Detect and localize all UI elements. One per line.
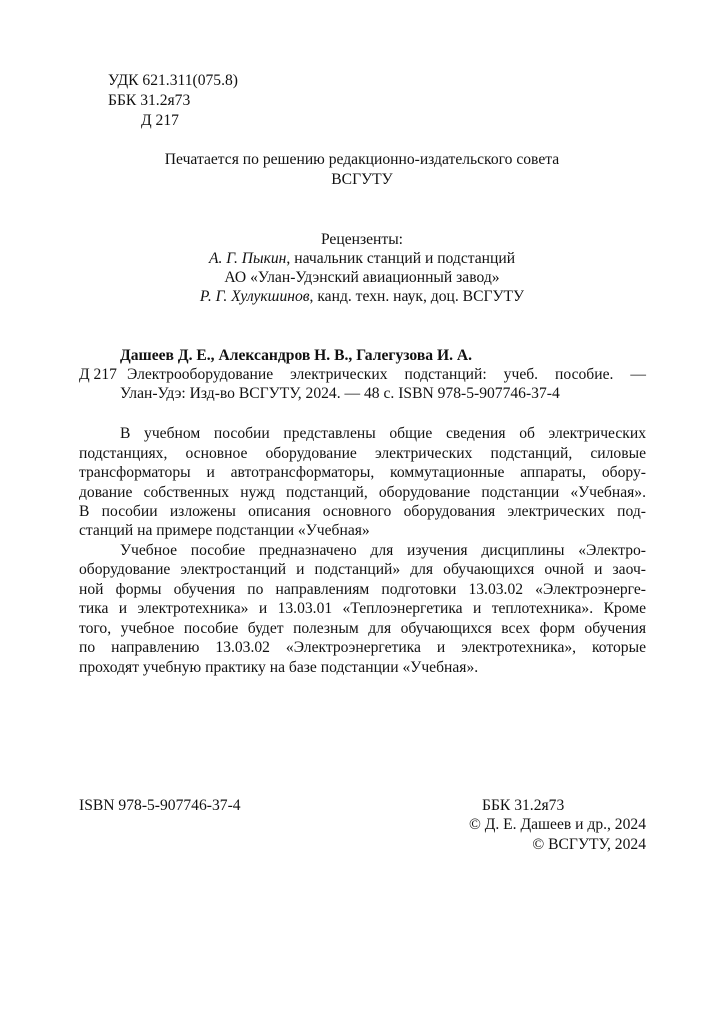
isbn: ISBN 978-5-907746-37-4 [79,797,241,814]
abstract-p2-line: ной формы обучения по направлениям подготовки 13.03.02 «Электроэнерге- [79,581,646,598]
abstract-p2-line: проходят учебную практику на базе подстанции «Учебная». [79,659,479,676]
copyright-authors: © Д. Е. Дашеев и др., 2024 [468,816,646,833]
reviewer-2 [0,287,724,307]
abstract-p1-line: дование собственных нужд подстанций, оборудование подстанции «Учебная». [79,484,646,501]
abstract-p2-line: того, учебное пособие будет полезным для обучающихся всех форм обучения [79,620,646,637]
reviewers-heading: Рецензенты: [320,231,404,248]
abstract-p1-line: станций на примере подстанции «Учебная» [79,522,370,539]
approval-line-1: Печатается по решению редакционно-издательского совета [164,151,560,168]
udk-code: УДК 621.311(075.8) [108,72,238,89]
abstract-p2-line: тика и электротехника» и 13.03.01 «Теплоэнергетика и теплотехника». Кроме [79,600,646,617]
reviewer-1-role: , начальник станций и подстанций [286,250,516,267]
reviewer-2-name: Р. Г. Хулукшинов [199,288,310,305]
approval-line-2: ВСГУТУ [331,171,393,188]
abstract-p2-line: Учебное пособие предназначено для изучения дисциплины «Электро- [120,542,646,559]
copyright-org: © ВСГУТУ, 2024 [532,836,646,853]
footer-bbk: ББК 31.2я73 [482,797,565,814]
abstract-p1-line: подстанциях, основное оборудование электрических подстанций, силовые [79,445,646,462]
abstract-p1-line: трансформаторы и автотрансформаторы, коммутационные аппараты, обору- [79,464,646,481]
bbk-code: ББК 31.2я73 [108,92,191,109]
bib-title-line-1: Электрооборудование электрических подстанций: учеб. пособие. — [127,366,646,383]
abstract-p2-line: по направлению 13.03.02 «Электроэнергетика и электротехника», которые [79,639,646,656]
bib-code: Д 217 [79,366,117,383]
reviewer-1-org: АО «Улан-Удэнский авиационный завод» [224,269,500,286]
abstract-p2-line: оборудование электростанций и подстанций» для обучающихся очной и заоч- [79,561,646,578]
reviewer-1 [0,249,724,269]
reviewer-2-role: , канд. техн. наук, доц. ВСГУТУ [309,288,525,305]
reviewer-1-name: А. Г. Пыкин [208,250,287,267]
bib-title-line-2: Улан-Удэ: Изд-во ВСГУТУ, 2024. — 48 с. ISBN 978-5-907746-37-4 [120,385,560,402]
author-sign: Д 217 [141,112,179,129]
abstract-p1-line: В учебном пособии представлены общие сведения об электрических [120,425,646,442]
bib-authors: Дашеев Д. Е., Александров Н. В., Галегузова И. А. [120,347,473,364]
abstract-p1-line: В пособии изложены описания основного оборудования электрических под- [79,503,646,520]
